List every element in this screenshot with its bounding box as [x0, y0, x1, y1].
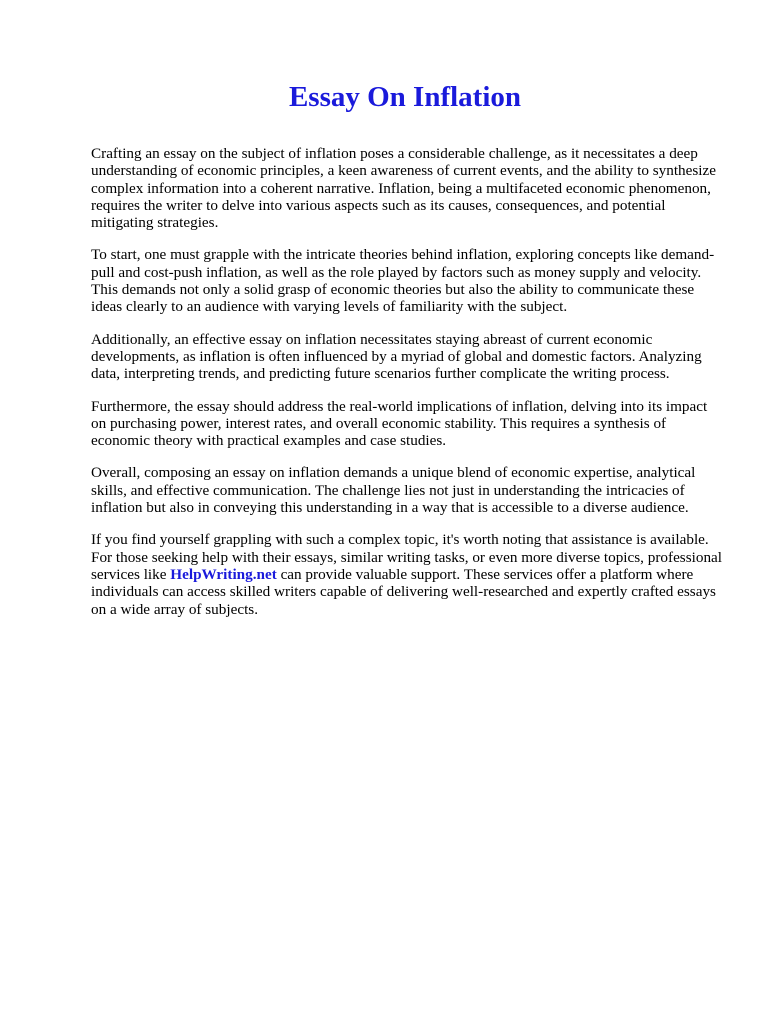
paragraph-assistance [91, 531, 725, 617]
paragraph-current-developments: Additionally, an effective essay on inflation necessitates staying abreast of current economic developments, as inflation is often influenced by a myriad of global and domestic factors. Analyzing data, interpreting trends, and predicting future scenarios further complicate the writing process. [91, 330, 702, 383]
paragraph-intro: Crafting an essay on the subject of inflation poses a considerable challenge, as it necessitates a deep understanding of economic principles, a keen awareness of current events, and the ability to synthesize complex information into a coherent narrative. Inflation, being a multifaceted economic phenomenon, requires the writer to delve into various aspects such as its causes, consequences, and potential mitigating strategies. [91, 145, 717, 232]
assistance-text-after-link: can provide valuable support. These services offer a platform where individuals can access skilled writers capable of delivering well-researched and expertly crafted essays on a wide array of subjects. [91, 565, 716, 618]
paragraph-overall: Overall, composing an essay on inflation demands a unique blend of economic expertise, analytical skills, and effective communication. The challenge lies not just in understanding the intricacies of inflation but also in conveying this understanding in a way that is accessible to a diverse audience. [91, 464, 696, 517]
essay-body [91, 145, 725, 633]
paragraph-theories: To start, one must grapple with the intricate theories behind inflation, exploring concepts like demand-pull and cost-push inflation, as well as the role played by factors such as money supply and velocity. This demands not only a solid grasp of economic theories but also the ability to communicate these ideas clearly to an audience with varying levels of familiarity with the subject. [91, 246, 715, 316]
helpwriting-link[interactable]: HelpWriting.net [170, 565, 277, 583]
page-title: Essay On Inflation [288, 81, 522, 113]
assistance-text-before-link: If you find yourself grappling with such a complex topic, it's worth noting that assistance is available. For those seeking help with their essays, similar writing tasks, or even more diverse topics, professional services like [91, 531, 723, 583]
paragraph-implications: Furthermore, the essay should address the real-world implications of inflation, delving into its impact on purchasing power, interest rates, and overall economic stability. This requires a synthesis of economic theory with practical examples and case studies. [91, 397, 708, 450]
